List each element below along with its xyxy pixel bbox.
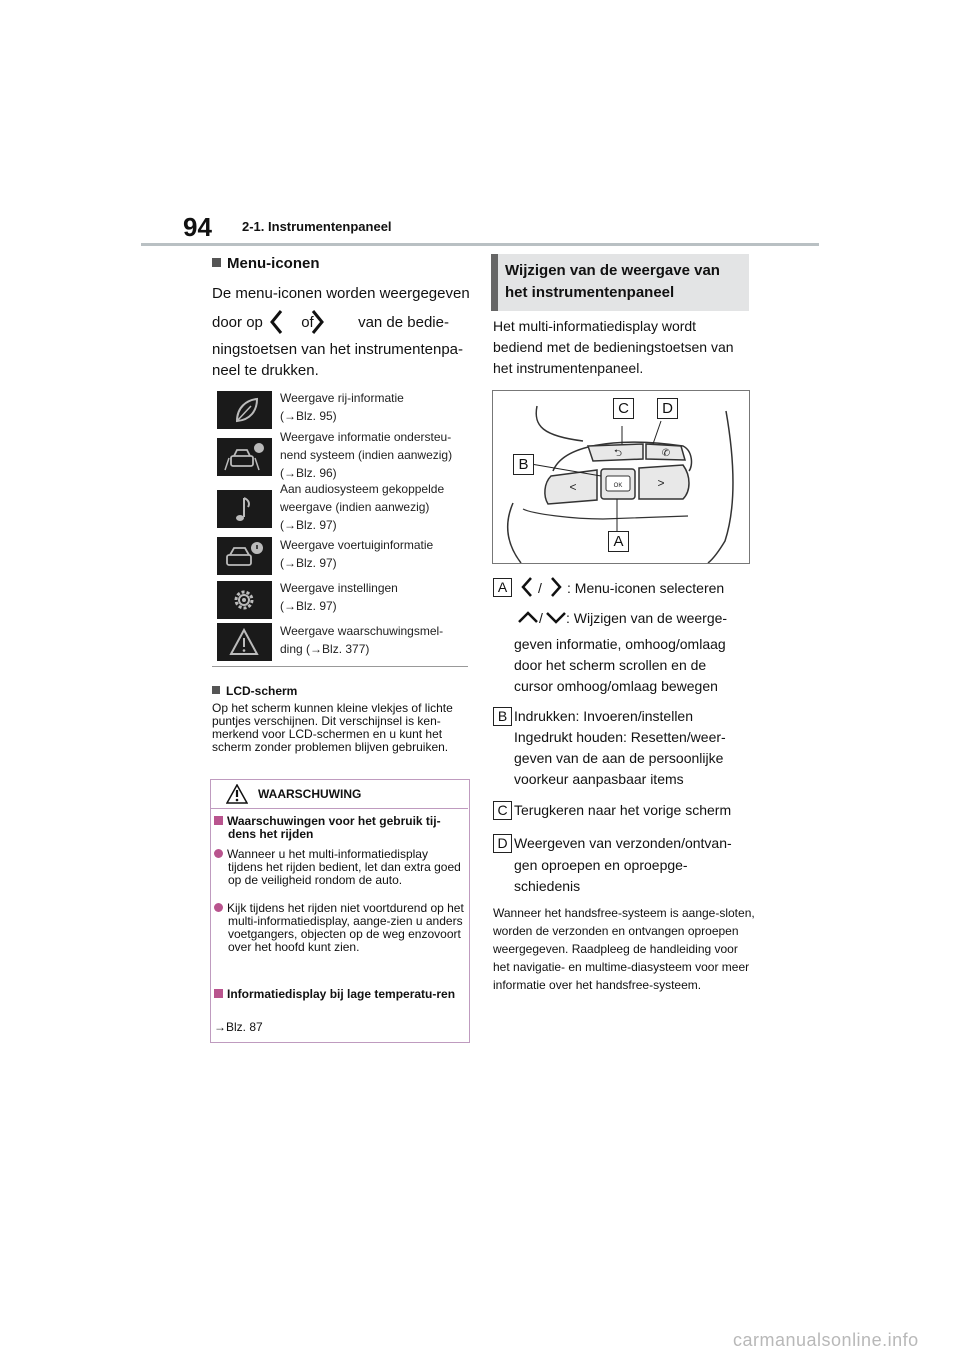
chevron-right-icon — [306, 308, 328, 336]
right-intro-3: het instrumentenpaneel. — [493, 360, 644, 376]
svg-text:✆: ✆ — [661, 448, 671, 459]
menu-intro-line4: neel te drukken. — [212, 362, 319, 379]
warning-title: WAARSCHUWING — [258, 787, 362, 801]
label-c: C — [493, 801, 512, 820]
warning-ref: →Blz. 87 — [214, 1020, 263, 1034]
item-b-line4: voorkeur aanpasbaar items — [514, 771, 684, 787]
chevron-right-icon — [548, 576, 564, 598]
menu-heading — [212, 255, 320, 272]
driver-assist-icon — [217, 438, 272, 476]
heading-square-icon — [212, 686, 220, 694]
item-b-line2: Ingedrukt houden: Resetten/weer- — [514, 729, 726, 745]
menu-intro-line3: ningstoetsen van het instrumentenpa- — [212, 341, 463, 358]
menu-item-label: Weergave voertuiginformatie (→Blz. 97) — [280, 538, 434, 570]
diagram-label-a: A — [608, 531, 629, 552]
heading-square-icon — [212, 258, 221, 267]
label-a: A — [493, 578, 512, 597]
warning-heading-1: Waarschuwingen voor het gebruik tij-dens het rijden — [214, 815, 464, 841]
item-a-line1: : Menu-iconen selecteren — [567, 580, 725, 596]
item-d-line3: schiedenis — [514, 878, 581, 894]
item-a-sep: / — [538, 580, 542, 596]
menu-intro-line1: De menu-iconen worden weergegeven — [212, 285, 470, 302]
item-a-line2: : Wijzigen van de weerge- — [566, 610, 728, 626]
diagram-label-b: B — [513, 454, 534, 475]
item-a-line5: cursor omhoog/omlaag bewegen — [514, 678, 718, 694]
menu-item-label: Aan audiosysteem gekoppelde weergave (indien aanwezig) (→Blz. 97) — [280, 482, 445, 532]
music-note-icon — [217, 490, 272, 528]
lcd-heading — [212, 684, 297, 698]
label-d: D — [493, 834, 512, 853]
handsfree-note: Wanneer het handsfree-systeem is aange-sloten, worden de verzonden en ontvangen oproepen weergegeven. Raadpleeg de handleiding voor het navigatie- en multime-diasysteem voor meer informatie over het handsfree-systeem. — [493, 906, 755, 992]
chevron-left-icon — [519, 576, 535, 598]
leaf-icon — [217, 391, 272, 429]
lcd-text: Op het scherm kunnen kleine vlekjes of lichte puntjes verschijnen. Dit verschijnsel is ken-merkend voor LCD-schermen en u kunt het scherm zonder problemen blijven gebruiken. — [212, 701, 453, 754]
menu-heading-text: Menu-iconen — [227, 255, 320, 272]
bullet-dot-icon — [214, 903, 223, 912]
right-intro-1: Het multi-informatiedisplay wordt — [493, 318, 697, 334]
svg-text:OK: OK — [613, 483, 623, 489]
warning-triangle-icon — [226, 784, 248, 804]
label-b: B — [493, 707, 512, 726]
item-d-line1: Weergeven van verzonden/ontvan- — [514, 835, 732, 851]
svg-text:<: < — [569, 480, 577, 494]
gear-icon — [217, 581, 272, 619]
svg-text:⮌: ⮌ — [613, 448, 623, 459]
intro-text-b: of — [301, 314, 314, 331]
menu-item-label: Weergave instellingen (→Blz. 97) — [280, 581, 398, 613]
item-a-line4: door het scherm scrollen en de — [514, 657, 707, 673]
menu-item-label: Weergave informatie ondersteu- nend systeem (indien aanwezig) (→Blz. 96) — [280, 430, 453, 480]
menu-item-label: Weergave waarschuwingsmel- ding (→Blz. 377) — [280, 624, 444, 656]
lcd-heading-text: LCD-scherm — [226, 684, 298, 698]
right-heading: Wijzigen van de weergave van het instrumentenpaneel — [505, 262, 720, 301]
bullet-square-icon — [214, 989, 223, 998]
right-intro-2: bediend met de bedieningstoetsen van — [493, 339, 734, 355]
section-title: 2-1. Instrumentenpaneel — [242, 219, 392, 234]
item-c-line1: Terugkeren naar het vorige scherm — [514, 802, 732, 818]
warning-header-rule — [210, 808, 468, 809]
intro-text-a: door op — [212, 314, 263, 331]
chevron-up-icon — [517, 610, 539, 624]
diagram-label-c: C — [613, 398, 634, 419]
item-b-line3: geven van de aan de persoonlijke — [514, 750, 724, 766]
page-number: 94 — [183, 212, 212, 242]
warning-heading-2: Informatiedisplay bij lage temperatu-ren — [214, 988, 464, 1001]
steering-switch-diagram — [492, 390, 750, 564]
warning-bullet-1: Wanneer u het multi-informatiedisplay tijdens het rijden bedient, let dan extra goed op de veiligheid rondom de auto. — [214, 848, 464, 887]
item-a-sep-2: / — [539, 610, 543, 626]
intro-text-c: van de bedie- — [358, 314, 449, 331]
list-divider — [212, 666, 468, 667]
item-a-line3: geven informatie, omhoog/omlaag — [514, 636, 726, 652]
chevron-left-icon — [266, 308, 288, 336]
header-rule — [141, 243, 819, 246]
warning-icon — [217, 623, 272, 661]
diagram-label-d: D — [657, 398, 678, 419]
warning-bullet-2: Kijk tijdens het rijden niet voortdurend op het multi-informatiedisplay, aange-zien u anders voetgangers, objecten op de weg enzovoort over het hoofd kunt zien. — [214, 902, 464, 954]
menu-intro-line2 — [212, 314, 449, 331]
item-b-line1: Indrukken: Invoeren/instellen — [514, 708, 693, 724]
bullet-square-icon — [214, 816, 223, 825]
watermark: carmanualsonline.info — [733, 1330, 919, 1350]
item-d-line2: gen oproepen en oproepge- — [514, 857, 688, 873]
bullet-dot-icon — [214, 849, 223, 858]
vehicle-info-icon — [217, 537, 272, 575]
chevron-down-icon — [545, 610, 567, 624]
right-heading-bar — [491, 254, 498, 311]
svg-text:>: > — [657, 476, 665, 490]
menu-item-label: Weergave rij-informatie (→Blz. 95) — [280, 391, 404, 423]
